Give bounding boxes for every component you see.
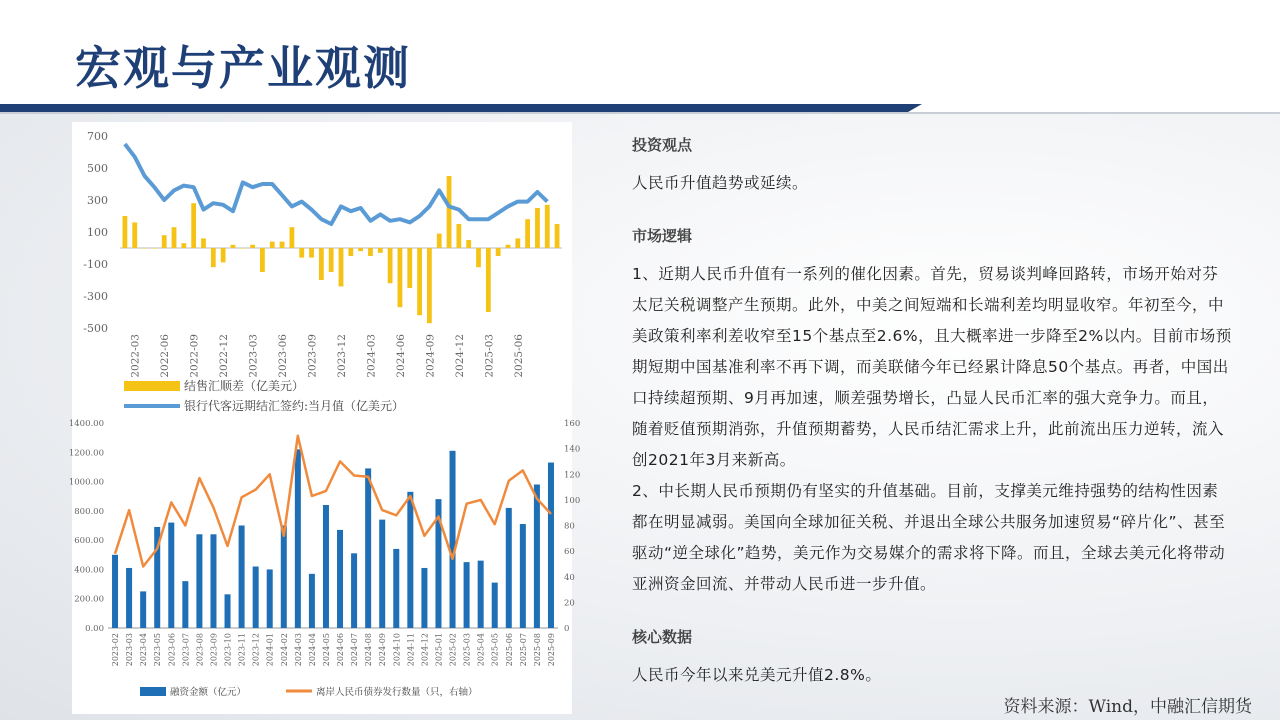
- settlement-surplus-bar: [260, 248, 265, 272]
- x-tick-label: 2024-01: [265, 633, 275, 667]
- x-tick-label: 2022-12: [218, 334, 231, 378]
- header-accent-bar: [0, 104, 908, 112]
- settlement-surplus-bar: [545, 205, 550, 248]
- settlement-surplus-bar: [466, 240, 471, 248]
- offshore-bond-chart: [68, 414, 581, 714]
- financing-amount-bar: [225, 594, 231, 628]
- x-tick-label: 2025-01: [434, 633, 444, 667]
- settlement-surplus-bar: [437, 234, 442, 248]
- x-tick-label: 2025-06: [512, 334, 525, 378]
- financing-amount-bar: [450, 451, 456, 628]
- financing-amount-bar: [267, 569, 273, 628]
- y2-tick-label: 40: [564, 572, 575, 583]
- financing-amount-bar: [295, 449, 301, 628]
- settlement-surplus-bar: [427, 248, 432, 323]
- forward-settlement-line: [125, 144, 547, 224]
- legend-label: 结售汇顺差（亿美元）: [184, 379, 305, 393]
- x-tick-label: 2023-09: [209, 633, 219, 667]
- settlement-surplus-bar: [250, 245, 255, 248]
- financing-amount-bar: [196, 534, 202, 628]
- y-tick-label: 100: [87, 226, 108, 239]
- x-tick-label: 2023-03: [247, 334, 260, 378]
- financing-amount-bar: [351, 553, 357, 628]
- x-tick-label: 2024-12: [420, 633, 430, 667]
- settlement-surplus-bar: [270, 242, 275, 248]
- settlement-surplus-bar: [221, 248, 226, 262]
- header-accent-bar-tail: [908, 104, 922, 112]
- x-tick-label: 2023-12: [251, 633, 261, 667]
- x-tick-label: 2024-05: [321, 633, 331, 667]
- x-tick-label: 2024-06: [394, 334, 407, 378]
- x-tick-label: 2025-02: [448, 633, 458, 667]
- settlement-surplus-bar: [211, 248, 216, 267]
- y-tick-label: 700: [87, 130, 108, 143]
- settlement-surplus-bar: [368, 248, 373, 256]
- financing-amount-bar: [309, 574, 315, 628]
- financing-amount-bar: [323, 505, 329, 628]
- y-tick-label: -300: [83, 290, 108, 303]
- settlement-surplus-bar: [132, 222, 137, 248]
- bond-issuance-line: [115, 436, 551, 567]
- x-tick-label: 2024-07: [350, 633, 360, 667]
- x-tick-label: 2024-03: [293, 633, 303, 667]
- settlement-surplus-bar: [378, 248, 383, 253]
- section-paragraph: 人民币今年以来兑美元升值2.8%。: [632, 666, 882, 684]
- settlement-surplus-bar: [191, 203, 196, 248]
- settlement-surplus-bar: [181, 243, 186, 248]
- settlement-surplus-bar: [496, 248, 501, 256]
- offshore-bond-chart-panel: [68, 414, 581, 714]
- legend-swatch-bar: [140, 687, 166, 696]
- financing-amount-bar: [393, 549, 399, 628]
- legend-label: 离岸人民币债券发行数量（只，右轴）: [316, 687, 478, 698]
- x-tick-label: 2025-09: [546, 633, 556, 667]
- settlement-surplus-bar: [152, 248, 157, 249]
- x-tick-label: 2024-11: [406, 633, 416, 667]
- section-heading: 市场逻辑: [632, 227, 693, 245]
- financing-amount-bar: [478, 561, 484, 628]
- fx-settlement-chart: [72, 122, 572, 418]
- settlement-surplus-bar: [240, 248, 245, 249]
- y-tick-label: -500: [83, 322, 108, 335]
- y2-tick-label: 120: [564, 470, 581, 481]
- financing-amount-bar: [239, 526, 245, 629]
- settlement-surplus-bar: [506, 245, 511, 248]
- settlement-surplus-bar: [407, 248, 412, 288]
- y-tick-label: 0.00: [85, 624, 104, 634]
- x-tick-label: 2022-09: [188, 334, 201, 378]
- x-tick-label: 2023-12: [336, 334, 348, 378]
- x-tick-label: 2023-06: [277, 334, 290, 378]
- x-tick-label: 2023-08: [195, 633, 205, 667]
- x-tick-label: 2025-03: [462, 633, 472, 667]
- settlement-surplus-bar: [486, 248, 491, 312]
- x-tick-label: 2025-03: [483, 334, 496, 378]
- x-tick-label: 2025-08: [532, 633, 542, 667]
- x-tick-label: 2024-06: [336, 633, 346, 667]
- settlement-surplus-bar: [231, 245, 236, 248]
- financing-amount-bar: [379, 520, 385, 628]
- header-divider: [0, 112, 1280, 114]
- settlement-surplus-bar: [162, 235, 167, 248]
- x-tick-label: 2024-12: [453, 334, 466, 378]
- settlement-surplus-bar: [555, 224, 560, 248]
- settlement-surplus-bar: [123, 216, 128, 248]
- section-heading: 核心数据: [632, 628, 693, 646]
- financing-amount-bar: [253, 567, 259, 629]
- y-tick-label: 600.00: [74, 536, 104, 547]
- x-tick-label: 2024-10: [392, 633, 402, 667]
- settlement-surplus-bar: [447, 176, 452, 248]
- y2-tick-label: 80: [564, 521, 575, 532]
- settlement-surplus-bar: [329, 248, 334, 272]
- financing-amount-bar: [464, 562, 470, 628]
- settlement-surplus-bar: [398, 248, 403, 307]
- x-tick-label: 2024-09: [378, 633, 388, 667]
- x-tick-label: 2023-05: [153, 633, 163, 667]
- x-tick-label: 2025-04: [476, 633, 486, 667]
- financing-amount-bar: [140, 591, 146, 628]
- x-tick-label: 2024-08: [364, 633, 374, 667]
- settlement-surplus-bar: [358, 248, 363, 251]
- settlement-surplus-bar: [476, 248, 481, 267]
- settlement-surplus-bar: [309, 248, 314, 258]
- legend-swatch-bar: [124, 381, 180, 391]
- financing-amount-bar: [407, 492, 413, 628]
- settlement-surplus-bar: [515, 238, 520, 248]
- settlement-surplus-bar: [172, 227, 177, 248]
- x-tick-label: 2024-04: [307, 633, 317, 667]
- commentary-panel: [632, 134, 1232, 691]
- settlement-surplus-bar: [339, 248, 344, 286]
- settlement-surplus-bar: [201, 238, 206, 248]
- x-tick-label: 2023-04: [139, 633, 149, 667]
- y-tick-label: -100: [83, 258, 108, 271]
- y2-tick-label: 160: [564, 419, 581, 429]
- financing-amount-bar: [421, 568, 427, 628]
- y2-tick-label: 60: [564, 547, 575, 558]
- x-tick-label: 2022-03: [129, 334, 142, 378]
- settlement-surplus-bar: [535, 208, 540, 248]
- financing-amount-bar: [337, 530, 343, 628]
- financing-amount-bar: [210, 534, 216, 628]
- y-tick-label: 800.00: [74, 506, 104, 517]
- x-tick-label: 2023-06: [167, 633, 177, 667]
- x-tick-label: 2024-03: [365, 334, 378, 378]
- legend-label: 融资金额（亿元）: [170, 687, 247, 698]
- settlement-surplus-bar: [319, 248, 324, 280]
- x-tick-label: 2025-06: [504, 633, 514, 667]
- x-tick-label: 2023-02: [111, 633, 121, 667]
- settlement-surplus-bar: [388, 248, 393, 283]
- section-paragraph: 2、中长期人民币预期仍有坚实的升值基础。目前，支撑美元维持强势的结构性因素都在明显减弱。美国向全球加征关税、并退出全球公共服务加速贸易“碎片化”、甚至驱动“逆全球化”趋势，美元作为交易媒介的需求将下降。而且，全球去美元化将带动亚洲资金回流、并带动人民币进一步升值。: [632, 482, 1226, 593]
- y-tick-label: 500: [87, 162, 108, 175]
- x-tick-label: 2022-06: [159, 334, 172, 378]
- x-tick-label: 2024-09: [424, 334, 437, 378]
- x-tick-label: 2023-11: [237, 633, 247, 667]
- legend-label: 银行代客远期结汇签约:当月值（亿美元）: [184, 399, 405, 413]
- x-tick-label: 2025-07: [518, 633, 528, 667]
- y-tick-label: 400.00: [74, 565, 104, 576]
- financing-amount-bar: [182, 581, 188, 628]
- y-tick-label: 200.00: [74, 594, 104, 605]
- settlement-surplus-bar: [525, 219, 530, 248]
- header: [0, 0, 1280, 112]
- settlement-surplus-bar: [142, 248, 147, 249]
- source-note: 资料来源：Wind，中融汇信期货: [1003, 697, 1252, 717]
- y2-tick-label: 100: [564, 495, 581, 506]
- financing-amount-bar: [281, 526, 287, 629]
- financing-amount-bar: [492, 583, 498, 628]
- financing-amount-bar: [126, 568, 132, 628]
- settlement-surplus-bar: [417, 248, 422, 315]
- financing-amount-bar: [506, 508, 512, 628]
- y-tick-label: 300: [87, 194, 108, 207]
- page-title: 宏观与产业观测: [75, 41, 411, 95]
- financing-amount-bar: [548, 463, 554, 628]
- x-tick-label: 2023-10: [223, 633, 233, 667]
- fx-settlement-chart-panel: [72, 122, 572, 418]
- financing-amount-bar: [520, 524, 526, 628]
- financing-amount-bar: [112, 555, 118, 628]
- settlement-surplus-bar: [348, 248, 353, 256]
- y-tick-label: 1000.00: [68, 477, 104, 488]
- financing-amount-bar: [365, 468, 371, 628]
- settlement-surplus-bar: [456, 224, 461, 248]
- section-paragraph: 人民币升值趋势或延续。: [632, 174, 809, 192]
- financing-amount-bar: [168, 523, 174, 628]
- settlement-surplus-bar: [289, 227, 294, 248]
- y2-tick-label: 0: [564, 624, 570, 634]
- financing-amount-bar: [534, 485, 540, 629]
- settlement-surplus-bar: [280, 242, 285, 248]
- y-tick-label: 1200.00: [68, 448, 104, 459]
- x-tick-label: 2025-05: [490, 633, 500, 667]
- section-heading: 投资观点: [632, 136, 693, 154]
- y2-tick-label: 140: [564, 444, 581, 455]
- y2-tick-label: 20: [564, 598, 575, 609]
- x-tick-label: 2024-02: [279, 633, 289, 667]
- x-tick-label: 2023-03: [125, 633, 135, 667]
- x-tick-label: 2023-09: [306, 334, 319, 378]
- y-tick-label: 1400.00: [68, 419, 104, 429]
- settlement-surplus-bar: [299, 248, 304, 258]
- x-tick-label: 2023-07: [181, 633, 191, 667]
- section-paragraph: 1、近期人民币升值有一系列的催化因素。首先，贸易谈判峰回路转，市场开始对芬太尼关税调整产生预期。此外，中美之间短端和长端利差均明显收窄。年初至今，中美政策利率利差收窄至15个基点至2.6%，且大概率进一步降至2%以内。目前市场预期短期中国基准利率不再下调，而美联储今年已经累计降息50个基点。再者，中国出口持续超预期、9月再加速，顺差强势增长，凸显人民币汇率的强大竞争力。而且，随着贬值预期消弥，升值预期蓄势，人民币结汇需求上升，此前流出压力逆转，流入创2021年3月来新高。: [632, 265, 1232, 469]
